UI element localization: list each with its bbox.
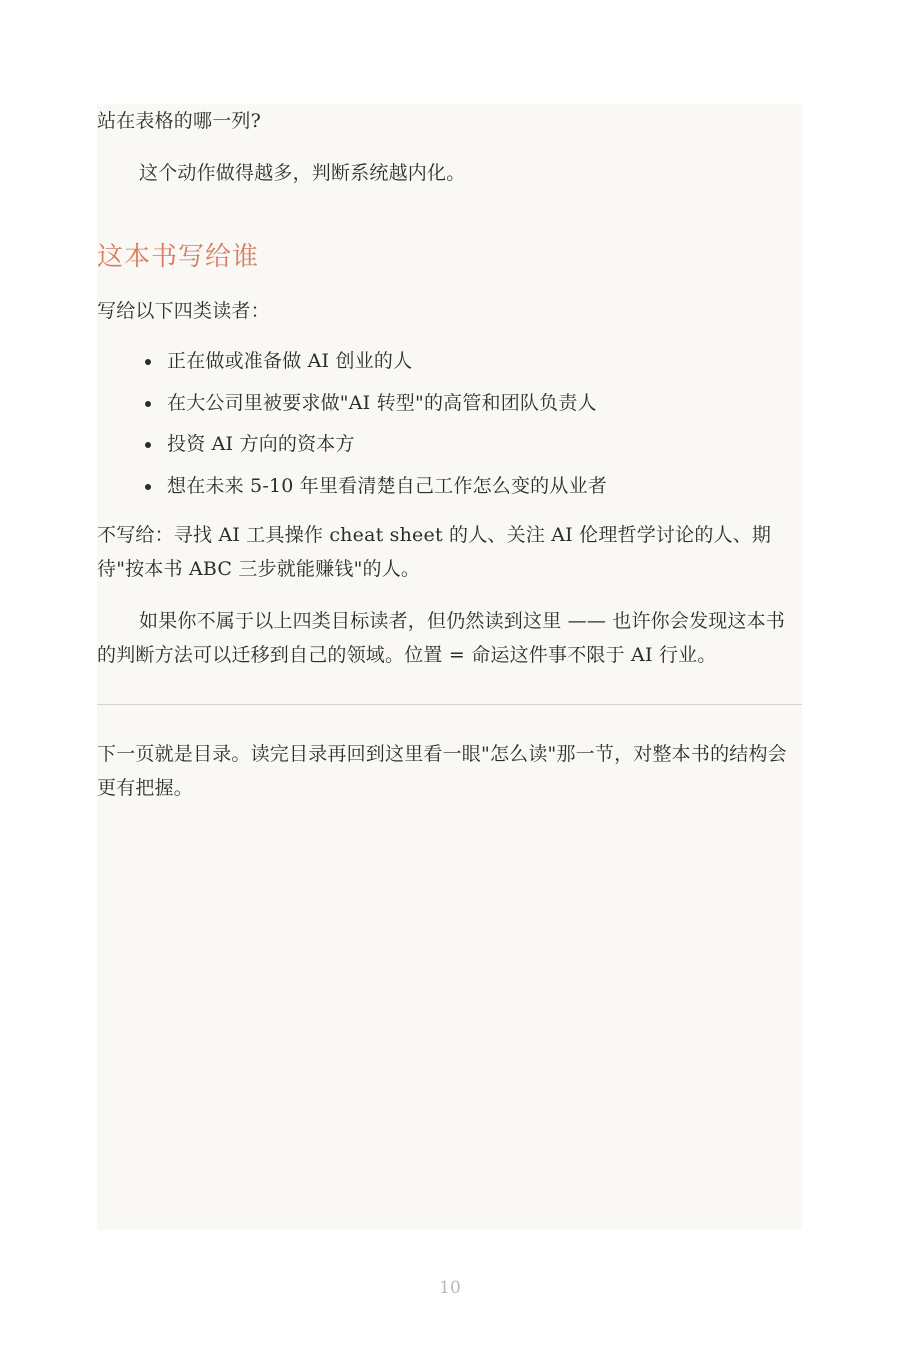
document-body bbox=[97, 104, 802, 805]
intro-paragraph: 写给以下四类读者： bbox=[97, 300, 270, 322]
bullet-icon bbox=[145, 484, 151, 490]
list-item bbox=[167, 469, 802, 503]
internalize-paragraph: 这个动作做得越多，判断系统越内化。 bbox=[139, 162, 466, 184]
continued-paragraph: 站在表格的哪一列? bbox=[97, 110, 261, 132]
list-item bbox=[167, 427, 802, 461]
list-item-text: 正在做或准备做 AI 创业的人 bbox=[167, 350, 413, 372]
bullet-icon bbox=[145, 359, 151, 365]
if-not-reader-paragraph: 如果你不属于以上四类目标读者，但仍然读到这里 —— 也许你会发现这本书的判断方法可以迁移到自己的领域。位置 = 命运这件事不限于 AI 行业。 bbox=[97, 609, 786, 666]
list-item-text: 想在未来 5-10 年里看清楚自己工作怎么变的从业者 bbox=[167, 474, 607, 497]
not-for-paragraph: 不写给：寻找 AI 工具操作 cheat sheet 的人、关注 AI 伦理哲学讨论的人、期待"按本书 ABC 三步就能赚钱"的人。 bbox=[97, 523, 772, 580]
list-item bbox=[167, 344, 802, 378]
bullet-icon bbox=[145, 442, 151, 448]
audience-list bbox=[97, 344, 802, 503]
bullet-icon bbox=[145, 401, 151, 407]
next-page-paragraph: 下一页就是目录。读完目录再回到这里看一眼"怎么读"那一节，对整本书的结构会更有把握。 bbox=[97, 742, 787, 799]
section-divider bbox=[97, 704, 802, 705]
page-number: 10 bbox=[439, 1278, 461, 1298]
list-item bbox=[167, 386, 802, 420]
section-heading: 这本书写给谁 bbox=[97, 242, 260, 272]
list-item-text: 投资 AI 方向的资本方 bbox=[167, 433, 355, 455]
list-item-text: 在大公司里被要求做"AI 转型"的高管和团队负责人 bbox=[167, 391, 597, 414]
